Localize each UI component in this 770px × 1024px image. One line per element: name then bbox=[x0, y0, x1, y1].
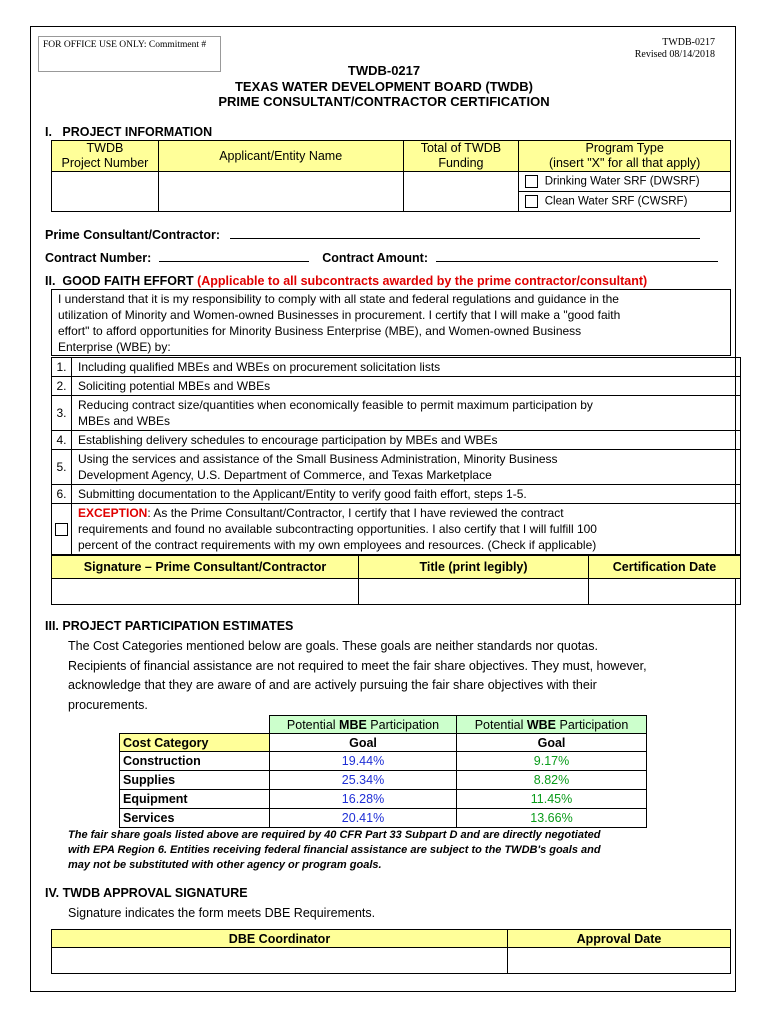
approval-date-head: Approval Date bbox=[508, 930, 731, 948]
project-number-cell[interactable] bbox=[52, 172, 159, 212]
section4-heading: IV. TWDB APPROVAL SIGNATURE bbox=[45, 886, 248, 900]
fair-share-note: The fair share goals listed above are required by 40 CFR Part 33 Subpart D and are directly negotiated with EPA Region 6. Entities receiving federal financial assistance are subject to the TWDB's goals and may not be substituted with other agency or program goals. bbox=[68, 829, 601, 871]
exception-checkbox[interactable] bbox=[55, 523, 68, 536]
title-line-3: PRIME CONSULTANT/CONTRACTOR CERTIFICATION bbox=[218, 94, 550, 109]
participation-table bbox=[119, 715, 647, 828]
applicant-cell[interactable] bbox=[158, 172, 403, 212]
section3-heading: III. PROJECT PARTICIPATION ESTIMATES bbox=[45, 619, 294, 633]
contract-amount-label: Contract Amount: bbox=[322, 251, 429, 265]
step-row: 5. Using the services and assistance of the Small Business Administration, Minority Business Development Agency, U.S. Department of Commerce, and Texas Marketplace bbox=[52, 450, 741, 485]
title-line-2: TEXAS WATER DEVELOPMENT BOARD (TWDB) bbox=[234, 78, 534, 94]
coordinator-field[interactable] bbox=[52, 948, 508, 974]
wbe-goal-head: Goal bbox=[457, 734, 647, 752]
contract-row bbox=[45, 250, 735, 265]
section2-heading: II. GOOD FAITH EFFORT (Applicable to all subcontracts awarded by the prime contractor/consultant) bbox=[45, 274, 648, 288]
signature-field[interactable] bbox=[52, 579, 359, 605]
cost-category-head: Cost Category bbox=[120, 734, 270, 752]
dwsrf-checkbox[interactable] bbox=[525, 175, 538, 188]
contract-number-label: Contract Number: bbox=[45, 251, 152, 265]
mbe-head: Potential MBE Participation bbox=[270, 716, 457, 734]
program-option-dwsrf[interactable]: Drinking Water SRF (DWSRF) bbox=[519, 172, 731, 192]
form-id bbox=[635, 37, 715, 61]
col-applicant: Applicant/Entity Name bbox=[158, 141, 403, 172]
good-faith-intro: I understand that it is my responsibility to comply with all state and federal regulations and guidance in the utilization of Minority and Women-owned Businesses in procurement. I certify that I will make a "good faith effort" to afford opportunities for Minority Business Enterprise (MBE), and Women-owned Business Enterprise (WBE) by: bbox=[51, 289, 731, 356]
project-info-table bbox=[51, 140, 731, 212]
cwsrf-checkbox[interactable] bbox=[525, 195, 538, 208]
prime-consultant-row bbox=[45, 227, 725, 242]
form-title bbox=[31, 63, 737, 110]
step-row: 2. Soliciting potential MBEs and WBEs bbox=[52, 377, 741, 396]
title-col-head: Title (print legibly) bbox=[359, 556, 589, 579]
program-option-cwsrf[interactable]: Clean Water SRF (CWSRF) bbox=[519, 192, 731, 212]
table-row: Supplies 25.34% 8.82% bbox=[120, 771, 647, 790]
table-row: Equipment 16.28% 11.45% bbox=[120, 790, 647, 809]
section1-heading: I. PROJECT INFORMATION bbox=[45, 125, 213, 139]
exception-row: EXCEPTION: As the Prime Consultant/Contractor, I certify that I have reviewed the contract requirements and found no available subcontracting opportunities. I also certify that I will fulfill 100 percent of the contract requirements with my own employees and resources. (Check if applicable) bbox=[52, 504, 741, 555]
wbe-head: Potential WBE Participation bbox=[457, 716, 647, 734]
form-revised: Revised 08/14/2018 bbox=[634, 49, 715, 60]
sig-col-head: Signature – Prime Consultant/Contractor bbox=[52, 556, 359, 579]
step-row: 6. Submitting documentation to the Applicant/Entity to verify good faith effort, steps 1-5. bbox=[52, 485, 741, 504]
contract-number-field[interactable] bbox=[159, 250, 309, 262]
title-field[interactable] bbox=[359, 579, 589, 605]
contract-amount-field[interactable] bbox=[436, 250, 718, 262]
step-row: 3. Reducing contract size/quantities when economically feasible to permit maximum participation by MBEs and WBEs bbox=[52, 396, 741, 431]
cert-date-field[interactable] bbox=[589, 579, 741, 605]
form-page bbox=[30, 26, 736, 992]
section2-note: (Applicable to all subcontracts awarded by the prime contractor/consultant) bbox=[197, 274, 648, 288]
form-code: TWDB-0217 bbox=[662, 37, 715, 48]
mbe-goal-head: Goal bbox=[270, 734, 457, 752]
signature-table bbox=[51, 555, 741, 605]
funding-cell[interactable] bbox=[403, 172, 519, 212]
col-funding: Total of TWDB Funding bbox=[403, 141, 519, 172]
approval-date-field[interactable] bbox=[508, 948, 731, 974]
step-row: 1. Including qualified MBEs and WBEs on procurement solicitation lists bbox=[52, 358, 741, 377]
section3-para: The Cost Categories mentioned below are goals. These goals are neither standards nor quotas. Recipients of financial assistance are not required to meet the fair share objectives. They must, however, acknowledge that they are aware of and are actively pursuing the fair share objectives with their procurements. bbox=[68, 639, 647, 712]
table-row: Services 20.41% 13.66% bbox=[120, 809, 647, 828]
title-line-1: TWDB-0217 bbox=[347, 63, 421, 78]
col-program-type: Program Type (insert "X" for all that apply) bbox=[519, 141, 731, 172]
prime-label: Prime Consultant/Contractor: bbox=[45, 228, 221, 242]
exception-label: EXCEPTION bbox=[78, 506, 148, 520]
good-faith-steps bbox=[51, 357, 741, 555]
coord-col-head: DBE Coordinator bbox=[52, 930, 508, 948]
office-use-label: FOR OFFICE USE ONLY: Commitment # bbox=[43, 40, 207, 50]
prime-field[interactable] bbox=[230, 227, 700, 239]
col-project-number: TWDB Project Number bbox=[52, 141, 159, 172]
date-col-head: Certification Date bbox=[589, 556, 741, 579]
table-row: Construction 19.44% 9.17% bbox=[120, 752, 647, 771]
approval-table bbox=[51, 929, 731, 974]
section4-sub: Signature indicates the form meets DBE Requirements. bbox=[68, 906, 376, 920]
step-row: 4. Establishing delivery schedules to encourage participation by MBEs and WBEs bbox=[52, 431, 741, 450]
